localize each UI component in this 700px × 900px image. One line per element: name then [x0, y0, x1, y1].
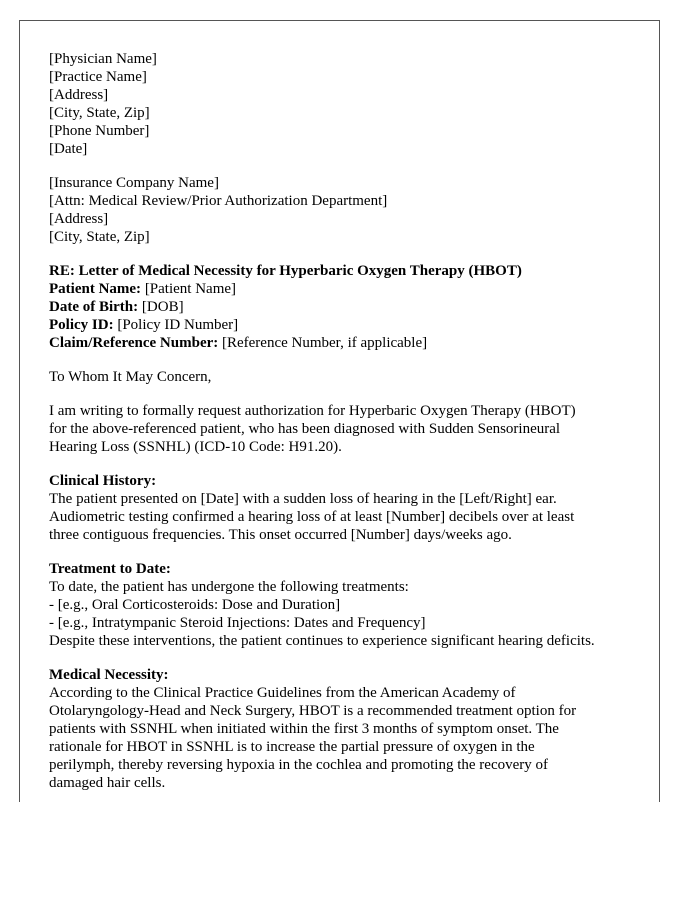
medical-necessity-line: According to the Clinical Practice Guidelines from the American Academy of — [49, 685, 516, 701]
salutation-text: To Whom It May Concern, — [49, 369, 212, 385]
claim-label: Claim/Reference Number: — [49, 335, 219, 351]
patient-name-label: Patient Name: — [49, 281, 142, 297]
re-block — [49, 262, 649, 352]
intro-paragraph — [49, 402, 649, 456]
letter-date: [Date] — [49, 141, 88, 157]
clinical-history-line: The patient presented on [Date] with a sudden loss of hearing in the [Left/Right] ear. — [49, 491, 557, 507]
practice-name: [Practice Name] — [49, 69, 147, 85]
treatment-line: - [e.g., Intratympanic Steroid Injections: Dates and Frequency] — [49, 615, 426, 631]
claim-value: [Reference Number, if applicable] — [218, 335, 428, 351]
dob-value: [DOB] — [138, 299, 184, 315]
dob-label: Date of Birth: — [49, 299, 139, 315]
treatment-line: - [e.g., Oral Corticosteroids: Dose and Duration] — [49, 597, 341, 613]
claim-row — [49, 334, 649, 352]
medical-necessity-heading: Medical Necessity: — [49, 667, 169, 683]
policy-row — [49, 316, 649, 334]
sender-phone: [Phone Number] — [49, 123, 150, 139]
clinical-history-line: Audiometric testing confirmed a hearing loss of at least [Number] decibels over at least — [49, 509, 575, 525]
clinical-history-section — [49, 472, 649, 544]
policy-label: Policy ID: — [49, 317, 114, 333]
recipient-address: [Address] — [49, 211, 109, 227]
recipient-attn: [Attn: Medical Review/Prior Authorization Department] — [49, 193, 388, 209]
dob-row — [49, 298, 649, 316]
sender-block — [49, 50, 649, 158]
re-subject: RE: Letter of Medical Necessity for Hyperbaric Oxygen Therapy (HBOT) — [49, 263, 522, 279]
medical-necessity-line: rationale for HBOT in SSNHL is to increase the partial pressure of oxygen in the — [49, 739, 535, 755]
medical-necessity-line: patients with SSNHL when initiated within the first 3 months of symptom onset. The — [49, 721, 559, 737]
insurance-company: [Insurance Company Name] — [49, 175, 219, 191]
treatment-section — [49, 560, 649, 650]
medical-necessity-line: perilymph, thereby reversing hypoxia in the cochlea and promoting the recovery of — [49, 757, 548, 773]
clinical-history-line: three contiguous frequencies. This onset occurred [Number] days/weeks ago. — [49, 527, 512, 543]
medical-necessity-line: damaged hair cells. — [49, 775, 166, 791]
clinical-history-heading: Clinical History: — [49, 473, 157, 489]
sender-address: [Address] — [49, 87, 109, 103]
treatment-line: To date, the patient has undergone the following treatments: — [49, 579, 409, 595]
intro-line: Hearing Loss (SSNHL) (ICD-10 Code: H91.20). — [49, 439, 342, 455]
recipient-city-state-zip: [City, State, Zip] — [49, 229, 150, 245]
treatment-line: Despite these interventions, the patient continues to experience significant hearing deficits. — [49, 633, 595, 649]
patient-name-row — [49, 280, 649, 298]
sender-city-state-zip: [City, State, Zip] — [49, 105, 150, 121]
policy-value: [Policy ID Number] — [113, 317, 239, 333]
treatment-heading: Treatment to Date: — [49, 561, 171, 577]
patient-name-value: [Patient Name] — [141, 281, 237, 297]
medical-necessity-section — [49, 666, 649, 792]
letter-body — [49, 50, 649, 792]
intro-line: for the above-referenced patient, who has been diagnosed with Sudden Sensorineural — [49, 421, 561, 437]
document-page — [19, 20, 660, 802]
intro-line: I am writing to formally request authorization for Hyperbaric Oxygen Therapy (HBOT) — [49, 403, 576, 419]
medical-necessity-line: Otolaryngology-Head and Neck Surgery, HBOT is a recommended treatment option for — [49, 703, 577, 719]
salutation — [49, 368, 649, 386]
recipient-block — [49, 174, 649, 246]
physician-name: [Physician Name] — [49, 51, 157, 67]
